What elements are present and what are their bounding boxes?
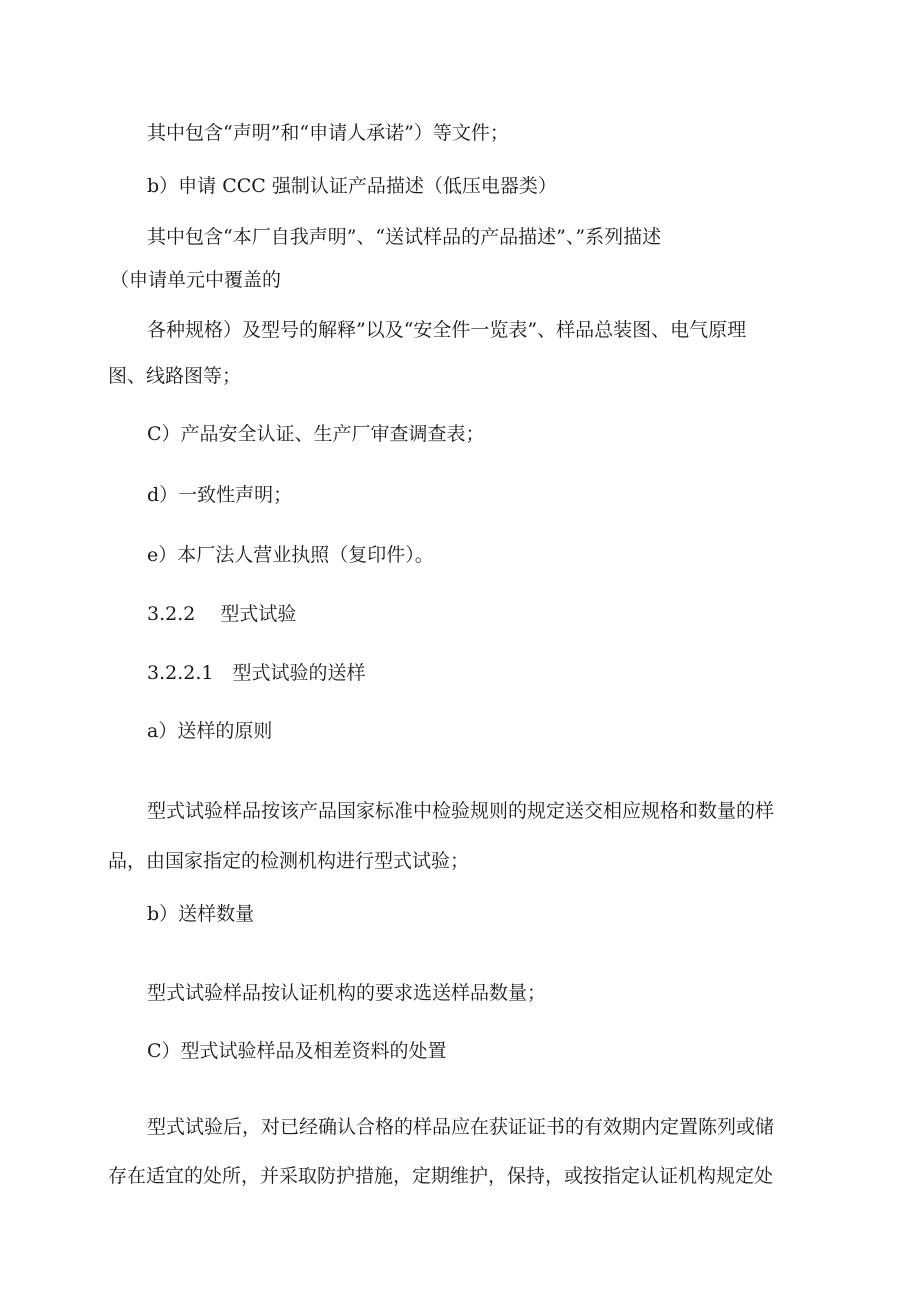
text-line-4: （申请单元中覆盖的 [110,269,282,291]
text-line-9: e）本厂法人营业执照（复印件）。 [147,544,434,566]
text-line-3: 其中包含“本厂自我声明”、“送试样品的产品描述”、”系列描述 [147,226,662,248]
section-heading-3-2-2-1: 3.2.2.1 型式试验的送样 [147,662,366,684]
section-heading-3-2-2: 3.2.2 型式试验 [147,603,297,625]
text-line-14: 品，由国家指定的检测机构进行型式试验； [108,850,470,872]
text-line-8: d）一致性声明； [147,484,293,506]
text-line-17: C）型式试验样品及相差资料的处置 [147,1040,447,1062]
text-line-2: b）申请 CCC 强制认证产品描述（低压电器类） [147,175,557,197]
text-line-5: 各种规格）及型号的解释”以及“安全件一览表”、样品总装图、电气原理 [147,319,747,341]
text-line-6: 图、线路图等； [108,365,242,387]
text-line-13: 型式试验样品按该产品国家标准中检验规则的规定送交相应规格和数量的样 [147,800,775,822]
text-line-7: C）产品安全认证、生产厂审查调查表； [147,423,485,445]
text-line-18: 型式试验后，对已经确认合格的样品应在获证证书的有效期内定置陈列或储 [147,1116,775,1138]
text-line-1: 其中包含“声明”和“申请人承诺”）等文件； [147,122,509,144]
text-line-12: a）送样的原则 [147,720,273,742]
text-line-19: 存在适宜的处所，并采取防护措施，定期维护，保持，或按指定认证机构规定处 [108,1165,774,1187]
text-line-16: 型式试验样品按认证机构的要求选送样品数量； [147,982,547,1004]
text-line-15: b）送样数量 [147,903,255,925]
